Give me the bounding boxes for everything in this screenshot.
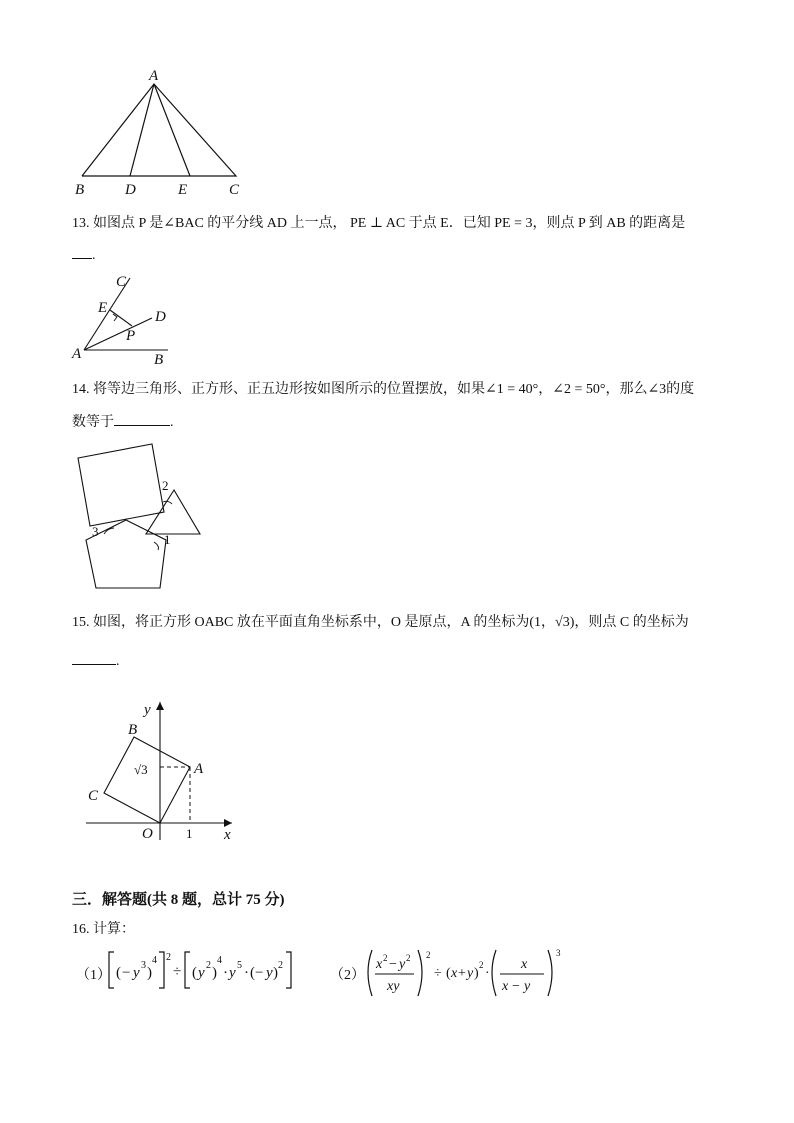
label-c: C bbox=[88, 788, 99, 804]
part-1-label: （1） bbox=[76, 968, 111, 983]
angle-label-1: 1 bbox=[164, 532, 171, 547]
label-b: B bbox=[75, 182, 85, 198]
svg-text:(: ( bbox=[446, 966, 451, 981]
question-text: 如图，将正方形 OABC 放在平面直角坐标系中，O 是原点，A 的坐标为(1，√3)，则点 C 的坐标为 bbox=[93, 615, 689, 630]
svg-text:÷: ÷ bbox=[434, 966, 442, 981]
label-o: O bbox=[142, 826, 153, 842]
question-text: 如图点 P 是∠BAC 的平分线 AD 上一点， PE ⊥ AC 于点 E．已知 PE = 3，则点 P 到 AB 的距离是 bbox=[93, 216, 686, 231]
svg-text:y: y bbox=[266, 965, 273, 981]
svg-text:x: x bbox=[502, 979, 509, 994]
part-2-label: （2） bbox=[330, 968, 365, 983]
label-b: B bbox=[154, 352, 164, 368]
svg-text:2: 2 bbox=[426, 950, 431, 960]
svg-text:·: · bbox=[244, 965, 249, 981]
answer-blank[interactable] bbox=[72, 244, 92, 259]
svg-text:2: 2 bbox=[406, 953, 411, 963]
question-14 bbox=[72, 380, 694, 400]
answer-blank[interactable] bbox=[114, 411, 170, 426]
question-tail: . bbox=[92, 248, 96, 263]
label-c: C bbox=[116, 274, 127, 290]
question-text: 将等边三角形、正方形、正五边形按如图所示的位置摆放，如果∠1 = 40°，∠2 = 50°，那么∠3的度 bbox=[93, 382, 695, 397]
label-b: B bbox=[128, 722, 138, 738]
section-heading: 三．解答题(共 8 题，总计 75 分) bbox=[72, 892, 285, 908]
svg-text:(−: (− bbox=[250, 965, 264, 981]
svg-text:−: − bbox=[122, 965, 131, 981]
question-number: 15. bbox=[72, 615, 90, 630]
label-d: D bbox=[155, 309, 166, 325]
svg-text:2: 2 bbox=[206, 960, 211, 971]
question-15-answer-line bbox=[72, 650, 120, 672]
question-16 bbox=[72, 920, 135, 940]
figure-triangle-abc bbox=[70, 62, 250, 202]
label-1: 1 bbox=[186, 826, 193, 841]
svg-text:(: ( bbox=[192, 965, 197, 981]
question-text-cont: 数等于 bbox=[72, 415, 114, 430]
svg-text:4: 4 bbox=[217, 955, 222, 966]
svg-text:+: + bbox=[458, 966, 466, 981]
svg-text:2: 2 bbox=[278, 960, 283, 971]
svg-text:y: y bbox=[229, 965, 236, 981]
figure-angle-bisector bbox=[66, 268, 186, 368]
svg-text:y: y bbox=[467, 966, 474, 981]
question-13 bbox=[72, 214, 685, 234]
figure-coordinate-square bbox=[82, 696, 242, 846]
svg-text:−: − bbox=[389, 957, 397, 972]
svg-text:2: 2 bbox=[166, 952, 171, 963]
svg-text:): ) bbox=[273, 965, 278, 981]
angle-label-2: 2 bbox=[162, 478, 169, 493]
label-e: E bbox=[178, 182, 188, 198]
angle-label-3: 3 bbox=[92, 524, 99, 539]
figure-shapes bbox=[76, 444, 206, 594]
question-tail: . bbox=[116, 654, 120, 669]
label-c: C bbox=[229, 182, 240, 198]
label-a: A bbox=[194, 761, 204, 777]
label-x: x bbox=[224, 827, 231, 843]
svg-text:·: · bbox=[223, 965, 228, 981]
label-d: D bbox=[125, 182, 136, 198]
svg-text:y: y bbox=[133, 965, 140, 981]
question-14-line2 bbox=[72, 411, 174, 433]
expression-part-2 bbox=[362, 946, 572, 1002]
question-13-answer-line bbox=[72, 244, 96, 266]
svg-text:): ) bbox=[212, 965, 217, 981]
svg-text:x: x bbox=[451, 966, 458, 981]
label-p: P bbox=[126, 328, 136, 344]
expression-part-1 bbox=[106, 946, 316, 1002]
svg-text:xy: xy bbox=[387, 979, 400, 994]
question-15 bbox=[72, 613, 689, 633]
svg-text:2: 2 bbox=[479, 960, 484, 970]
svg-text:4: 4 bbox=[152, 955, 157, 966]
svg-text:2: 2 bbox=[383, 953, 388, 963]
label-a: A bbox=[149, 68, 159, 84]
label-sqrt3: √3 bbox=[134, 762, 148, 777]
svg-text:−: − bbox=[512, 979, 520, 994]
question-number: 16. bbox=[72, 922, 90, 937]
label-a: A bbox=[72, 346, 82, 362]
svg-text:y: y bbox=[198, 965, 205, 981]
answer-blank[interactable] bbox=[72, 650, 116, 665]
svg-text:÷: ÷ bbox=[173, 964, 182, 980]
svg-text:·: · bbox=[485, 966, 490, 981]
svg-text:y: y bbox=[399, 957, 406, 972]
question-tail: . bbox=[170, 415, 174, 430]
svg-text:): ) bbox=[474, 966, 479, 981]
question-number: 14. bbox=[72, 382, 90, 397]
svg-text:5: 5 bbox=[237, 960, 242, 971]
question-number: 13. bbox=[72, 216, 90, 231]
svg-text:3: 3 bbox=[141, 960, 146, 971]
svg-text:3: 3 bbox=[556, 948, 561, 958]
svg-text:(: ( bbox=[116, 965, 121, 981]
label-e: E bbox=[98, 300, 108, 316]
question-text: 计算： bbox=[93, 922, 135, 937]
svg-text:): ) bbox=[147, 965, 152, 981]
label-y: y bbox=[144, 702, 151, 718]
svg-text:y: y bbox=[524, 979, 531, 994]
svg-text:x: x bbox=[376, 957, 383, 972]
svg-text:x: x bbox=[521, 957, 528, 972]
